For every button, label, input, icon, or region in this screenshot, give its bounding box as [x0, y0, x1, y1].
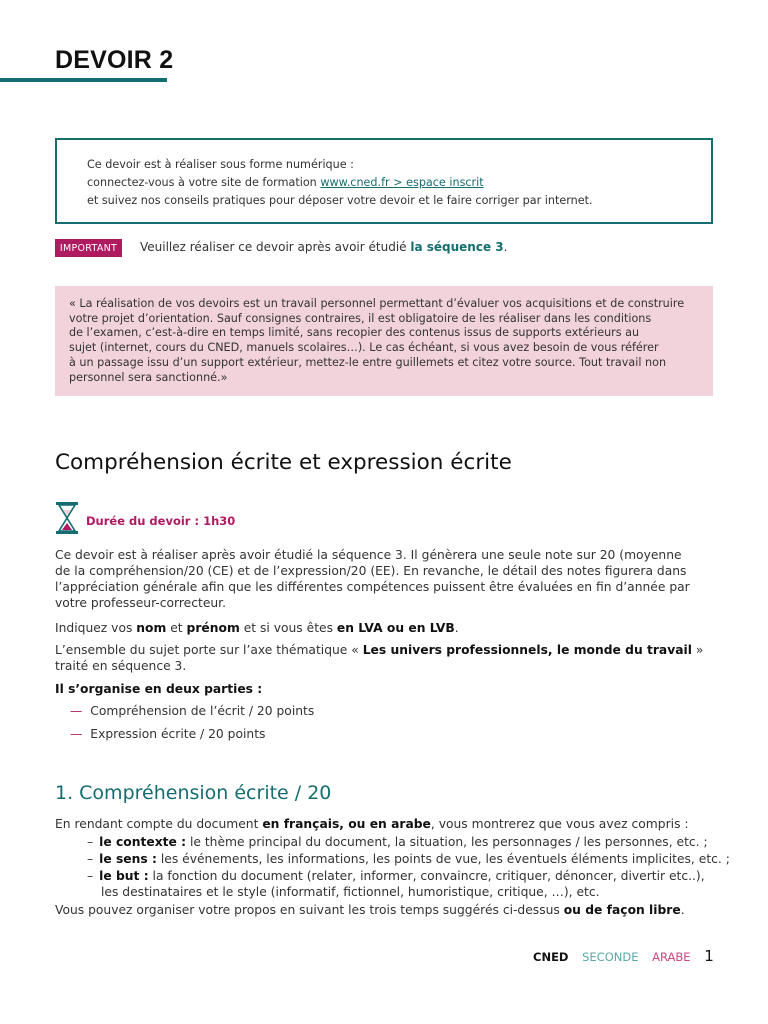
page-title: DEVOIR 2: [55, 46, 174, 74]
intro-line: votre professeur-correcteur.: [55, 596, 227, 610]
dash-bullet: —: [70, 704, 83, 718]
online-submission-box: [55, 138, 713, 224]
instr-text: et: [166, 621, 187, 635]
part1-outro-text: Vous pouvez organiser votre propos en suivant les trois temps suggérés ci-dessus: [55, 903, 564, 917]
section-heading: Compréhension écrite et expression écrite: [55, 450, 512, 475]
part1-intro-text: , vous montrerez que vous avez compris :: [430, 817, 689, 831]
theme-axe: Les univers professionnels, le monde du travail: [362, 643, 692, 657]
intro-paragraph: [55, 547, 710, 611]
important-badge: IMPORTANT: [55, 239, 122, 257]
instr-text: .: [454, 621, 459, 635]
part1-intro-language: en français, ou en arabe: [262, 817, 431, 831]
important-note-end: .: [503, 240, 508, 254]
theme-text: L’ensemble du sujet porte sur l’axe thématique «: [55, 643, 363, 657]
list-item: [70, 704, 314, 718]
important-note-text: Veuillez réaliser ce devoir après avoir étudié: [140, 240, 411, 254]
hourglass-icon: [55, 501, 79, 535]
part1-outro-bold: ou de façon libre: [563, 903, 681, 917]
quote-line: de l’examen, c’est-à-dire en temps limité, sans recopier des contenus issus de supports extérieurs au: [69, 326, 640, 340]
important-note: [140, 240, 507, 254]
online-box-line3: et suivez nos conseils pratiques pour déposer votre devoir et le faire corriger par internet.: [87, 194, 593, 207]
quote-line: « La réalisation de vos devoirs est un travail personnel permettant d’évaluer vos acquisitions et de construire: [69, 297, 685, 310]
criteria-label: le sens :: [99, 852, 157, 866]
criteria-label: le contexte :: [99, 835, 187, 849]
part1-intro-text: En rendant compte du document: [55, 817, 263, 831]
duration-label: Durée du devoir : 1h30: [86, 514, 236, 528]
theme-line: [55, 642, 710, 658]
page-number: 1: [704, 947, 714, 965]
page-footer: [533, 947, 714, 965]
criteria-item: [87, 851, 730, 867]
theme-paragraph: [55, 642, 710, 674]
part1-intro: [55, 816, 710, 832]
title-underline: [0, 78, 167, 82]
criteria-item: [87, 868, 705, 884]
dash-bullet: –: [87, 835, 94, 849]
intro-line: Ce devoir est à réaliser après avoir étudié la séquence 3. Il génèrera une seule note sur 20 (moyenne: [55, 548, 682, 562]
parts-heading: [55, 681, 710, 697]
instr-text: et si vous êtes: [239, 621, 337, 635]
criteria-item-continued: les destinataires et le style (informatif, fictionnel, humoristique, critique, …), etc.: [101, 885, 600, 899]
integrity-quote: [69, 297, 703, 385]
criteria-text: les événements, les informations, les points de vue, les éventuels éléments implicites, etc. ;: [156, 852, 730, 866]
part1-outro-end: .: [680, 903, 685, 917]
instructions-paragraph: [55, 620, 710, 636]
theme-text: »: [691, 643, 704, 657]
criteria-text: le thème principal du document, la situation, les personnages / les personnes, etc. ;: [186, 835, 708, 849]
footer-brand: CNED: [533, 950, 569, 964]
part1-outro: [55, 902, 710, 918]
parts-heading-text: Il s’organise en deux parties :: [55, 682, 263, 696]
criteria-label: le but :: [99, 869, 149, 883]
instr-prenom: prénom: [186, 621, 240, 635]
list-item-text: Expression écrite / 20 points: [90, 727, 266, 741]
dash-bullet: –: [87, 852, 94, 866]
footer-level: SECONDE: [582, 950, 639, 964]
instr-nom: nom: [136, 621, 167, 635]
important-note-sequence: la séquence 3: [410, 240, 504, 254]
instr-lva-lvb: en LVA ou en LVB: [336, 621, 455, 635]
quote-line: personnel sera sanctionné.»: [69, 370, 228, 384]
integrity-quote-box: [55, 286, 713, 396]
intro-line: l’appréciation générale afin que les différentes compétences puissent être évaluées en fin d’année par: [55, 580, 690, 594]
dash-bullet: –: [87, 869, 94, 883]
online-box-line2: [87, 175, 484, 190]
footer-subject: ARABE: [652, 950, 691, 964]
quote-line: à un passage issu d’un support extérieur, mettez-le entre guillemets et citez votre source. Tout travail non: [69, 355, 667, 369]
instr-text: Indiquez vos: [55, 621, 137, 635]
quote-line: sujet (internet, cours du CNED, manuels scolaires…). Le cas échéant, si vous avez besoin de vous référer: [69, 341, 659, 355]
criteria-item: [87, 834, 708, 850]
list-item: [70, 727, 265, 741]
list-item-text: Compréhension de l’écrit / 20 points: [90, 704, 315, 718]
cned-espace-inscrit-link[interactable]: www.cned.fr > espace inscrit: [320, 176, 484, 189]
online-box-line1: Ce devoir est à réaliser sous forme numérique :: [87, 158, 354, 171]
criteria-text: la fonction du document (relater, informer, convaincre, critiquer, dénoncer, divertir etc..),: [148, 869, 705, 883]
intro-line: de la compréhension/20 (CE) et de l’expression/20 (EE). En revanche, le détail des notes figurera dans: [55, 564, 687, 578]
online-box-line2-text: connectez-vous à votre site de formation: [87, 176, 321, 189]
part1-heading: 1. Compréhension écrite / 20: [55, 782, 332, 804]
dash-bullet: —: [70, 727, 83, 741]
quote-line: votre projet d’orientation. Sauf consignes contraires, il est obligatoire de les réaliser dans les conditions: [69, 311, 652, 325]
theme-line-2: traité en séquence 3.: [55, 659, 187, 673]
